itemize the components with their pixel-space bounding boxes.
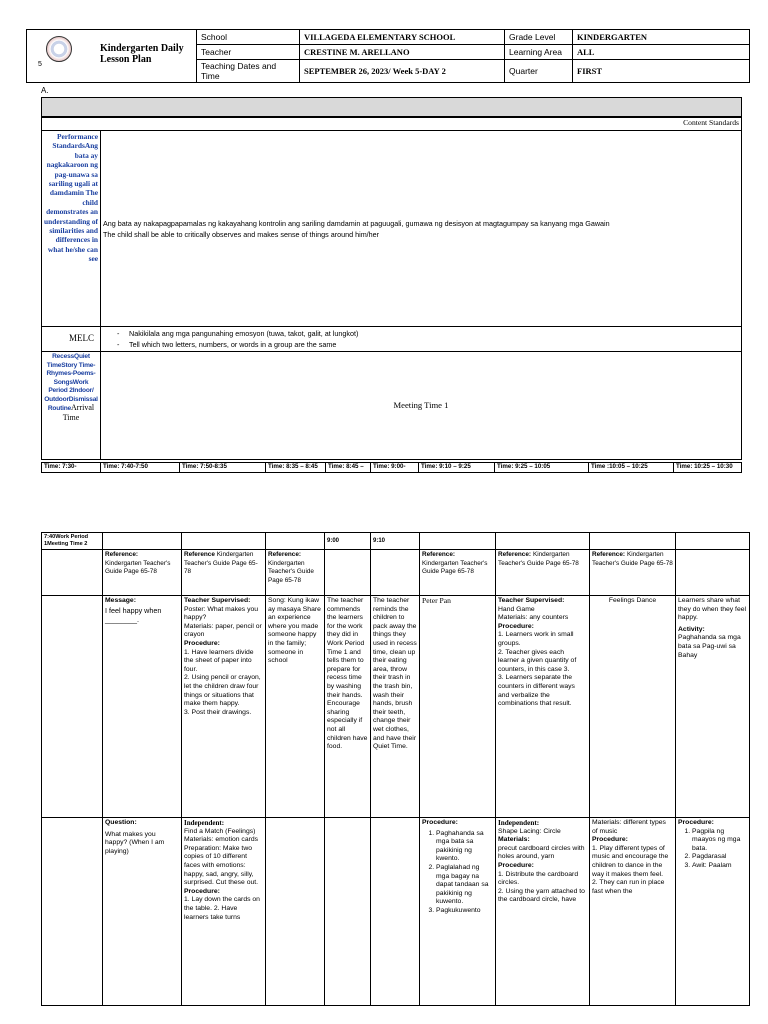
time-cell: Time: 9:25 – 10:05 <box>495 463 589 473</box>
time-cell: Time: 9:10 – 9:25 <box>419 463 495 473</box>
ts-line: 3. Post their drawings. <box>184 708 252 716</box>
reference-head: Reference: <box>498 551 532 558</box>
quarter-value: FIRST <box>573 60 750 83</box>
reference-head: Reference: <box>105 551 139 558</box>
reference-head: Reference: <box>422 551 456 558</box>
dismissal-proc-item: 1. Pagpila ng maayos ng mga bata. <box>692 828 747 854</box>
ts-line: 2. Using pencil or crayon, let the children draw four things or situations that make them happy. <box>184 674 261 708</box>
ind2-line: 2. Using the yarn attached to the cardboard circle, have <box>498 887 585 904</box>
learning-area-label: Learning Area <box>505 45 573 60</box>
teacher-supervised-head: Teacher Supervised: <box>184 597 251 604</box>
activity-head: Activity: <box>678 625 705 633</box>
ind-line: Preparation: Make two copies of 10 different faces with emotions: happy, sad, angry, silly, surprised. Cut these out. <box>184 844 259 887</box>
reference-cell <box>182 550 266 596</box>
message-cell <box>103 596 182 818</box>
time-cell: Time: 7:40-7:50 <box>101 463 180 473</box>
question-cell <box>103 818 182 1006</box>
story-proc-item: 3. Pagkukuwento <box>436 907 493 916</box>
reference-body: Kindergarten Teacher's Guide Page 65-78 <box>268 559 314 584</box>
arrival-time-label: Arrival Time <box>62 403 95 422</box>
performance-standards-label: Performance StandardsAng bata ay nagkakaroon ng pag-unawa sa sariling ugali at damdamin The child demonstrates an understanding of similarities and differences in what he/she can see <box>42 131 101 327</box>
indoor-outdoor-cell: Feelings Dance <box>590 596 676 818</box>
time-cell: Time: 8:45 – <box>326 463 371 473</box>
reference-head: Reference: <box>592 551 626 558</box>
dismissal-text: Learners share what they do when they feel happy. <box>678 597 747 622</box>
question-head: Question: <box>105 819 137 826</box>
ind-line: 1. Lay down the cards on the table. 2. Have learners take turns <box>184 896 260 921</box>
song-cell: Song: Kung ikaw ay masaya Share an experience where you made someone happy in the family; someone in school <box>266 596 325 818</box>
wp2-line: Materials: any counters <box>498 614 569 622</box>
melc-list <box>113 328 741 350</box>
dates-label: Teaching Dates and Time <box>197 60 300 83</box>
lesson-plan-title: Kindergarten Daily Lesson Plan <box>100 43 184 65</box>
teacher-value: CRESTINE M. ARELLANO <box>300 45 505 60</box>
performance-text-filipino: Ang bata ay nakapagpapamalas ng kakayahang kontrolin ang sariling damdamin at paguugali, gumawa ng desisyon at magtagumpay sa kanyang mga Gawain <box>103 218 610 228</box>
ts-line: Materials: paper, pencil or crayon <box>184 622 262 639</box>
message-head: Message: <box>105 597 136 604</box>
story-procedure-cell <box>420 818 496 1006</box>
activities-table <box>41 532 750 1006</box>
ind2-line: Procedure: <box>498 861 534 869</box>
recess-cell: The teacher commends the learners for the work they did in Work Period Time 1 and tells them to prepare for recess time by washing their hands. Encourage sharing especially if not all children have food. <box>325 596 371 818</box>
schedule-activities-label: RecessQuiet TimeStory Time-Rhymes-Poems-SongsWork Period 2Indoor/ OutdoorDismissal Routine <box>44 353 98 412</box>
content-standards-label: Content Standards <box>42 118 742 131</box>
learning-area-value: ALL <box>573 45 750 60</box>
music-line: 2. They can run in place fast when the <box>592 879 665 895</box>
teacher-supervised-cell <box>182 596 266 818</box>
independent-head: Independent: <box>184 819 225 827</box>
reference-cell <box>266 550 325 596</box>
dismissal-procedure-cell <box>676 818 750 1006</box>
work-period-2-cell <box>496 596 590 818</box>
melc-item: - Tell which two letters, numbers, or words in a group are the same <box>113 339 741 350</box>
reference-body: Kindergarten Teacher's Guide Page 65-78 <box>592 551 673 567</box>
grade-level-label: Grade Level <box>505 30 573 45</box>
ts-line: Procedure: <box>184 639 220 647</box>
wp2-line: 3. Learners separate the counters in different ways and verbalize the combinations that result. <box>498 674 575 708</box>
ind2-line: precut cardboard circles with holes around, yarn <box>498 844 585 861</box>
music-line: Procedure: <box>592 836 628 844</box>
activity-text: Paghahanda sa mga bata sa Pag-uwi sa Bahay <box>678 634 741 659</box>
ts-line: 1. Have learners divide the sheet of paper into four. <box>184 648 254 673</box>
wp2-line: Procedure: <box>498 622 534 630</box>
teacher-label: Teacher <box>197 45 300 60</box>
time-cell: Time: 7:30- <box>42 463 101 473</box>
ind2-line: Shape Lacing: Circle <box>498 827 561 835</box>
music-cell <box>590 818 676 1006</box>
schedule-label <box>42 352 101 460</box>
gray-header-bar <box>41 97 742 117</box>
performance-text-english: The child shall be able to critically observes and makes sense of things around him/her <box>103 229 380 239</box>
reference-body: Kindergarten Teacher's Guide Page 65-78 <box>498 551 579 567</box>
dismissal-proc-list <box>678 828 747 871</box>
ts-line: Poster: What makes you happy? <box>184 605 259 622</box>
quiet-time-cell: The teacher reminds the children to pack away the things they used in recess time, clean up their eating area, throw their trash in the trash bin, wash their hands, brush their teeth, change their wet clothes, and have their Quiet Time. <box>371 596 420 818</box>
message-body: I feel happy when ________. <box>105 605 162 624</box>
time-cell: Time: 7:50-8:35 <box>180 463 266 473</box>
reference-head: Reference <box>184 551 215 558</box>
time-910: 9:10 <box>371 533 420 550</box>
work-period-label: 7:40Work Period 1Meeting Time 2 <box>42 533 103 550</box>
time-row-table <box>41 462 742 473</box>
story-proc-head: Procedure: <box>422 819 458 826</box>
melc-item: - Nakikilala ang mga pangunahing emosyon (tuwa, takot, galit, at lungkot) <box>113 328 741 339</box>
time-cell: Time: 9:00- <box>371 463 419 473</box>
meeting-time-1: Meeting Time 1 <box>101 352 742 460</box>
reference-body: Kindergarten Teacher's Guide Page 65-78 <box>184 551 258 576</box>
page-mark: 5 <box>38 61 42 68</box>
reference-body: Kindergarten Teacher's Guide Page 65-78 <box>422 559 488 576</box>
dismissal-cell <box>676 596 750 818</box>
independent-cell <box>182 818 266 1006</box>
dates-value: SEPTEMBER 26, 2023/ Week 5-DAY 2 <box>300 60 505 83</box>
story-proc-list <box>422 830 493 916</box>
ind-line: Find a Match (Feelings) <box>184 827 256 835</box>
header-table <box>26 29 750 83</box>
time-cell: Time: 10:25 – 10:30 <box>674 463 742 473</box>
ind-line: Procedure: <box>184 887 220 895</box>
independent2-head: Independent: <box>498 819 540 827</box>
grade-level-value: KINDERGARTEN <box>573 30 750 45</box>
wp2-line: Hand Game <box>498 605 535 613</box>
standards-table <box>41 117 742 460</box>
reference-cell <box>496 550 590 596</box>
time-900: 9:00 <box>325 533 371 550</box>
music-line: 1. Play different types of music and encourage the children to dance in the way it makes them feel. <box>592 844 669 878</box>
question-body: What makes you happy? (When I am playing) <box>105 830 165 855</box>
dismissal-proc-item: 3. Awit: Paalam <box>692 862 747 871</box>
time-cell: Time :10:05 – 10:25 <box>589 463 674 473</box>
school-value: VILLAGEDA ELEMENTARY SCHOOL <box>300 30 505 45</box>
reference-head: Reference: <box>268 551 302 558</box>
reference-cell <box>420 550 496 596</box>
time-cell: Time: 8:35 – 8:45 <box>266 463 326 473</box>
performance-standards-text <box>101 131 742 327</box>
reference-cell <box>103 550 182 596</box>
music-line: Materials: different types of music <box>592 819 666 835</box>
independent-2-cell <box>496 818 590 1006</box>
story-proc-item: 2. Paglalahad ng mga bagay na dapat tandaan sa pakikinig ng kuwento. <box>436 864 493 907</box>
melc-label: MELC <box>42 327 101 352</box>
wp2-line: 1. Learners work in small groups. <box>498 631 574 647</box>
dismissal-proc-head: Procedure: <box>678 819 714 826</box>
wp2-line: 2. Teacher gives each learner a given quantity of counters, in this case 3. <box>498 648 577 673</box>
story-proc-item: 1. Paghahanda sa mga bata sa pakikinig ng kwento. <box>436 830 493 864</box>
ind-line: Materials: emotion cards <box>184 836 259 844</box>
ind2-line: Materials: <box>498 836 530 844</box>
ind2-line: 1. Distribute the cardboard circles. <box>498 870 579 887</box>
melc-list-cell <box>101 327 742 352</box>
school-label: School <box>197 30 300 45</box>
reference-cell <box>590 550 676 596</box>
dismissal-proc-item: 2. Pagdarasal <box>692 853 747 862</box>
wp2-head: Teacher Supervised: <box>498 597 565 604</box>
story-title-cell: Peter Pan <box>420 596 496 818</box>
section-a-label: A. <box>41 86 49 95</box>
quarter-label: Quarter <box>505 60 573 83</box>
reference-body: Kindergarten Teacher's Guide Page 65-78 <box>105 559 171 576</box>
